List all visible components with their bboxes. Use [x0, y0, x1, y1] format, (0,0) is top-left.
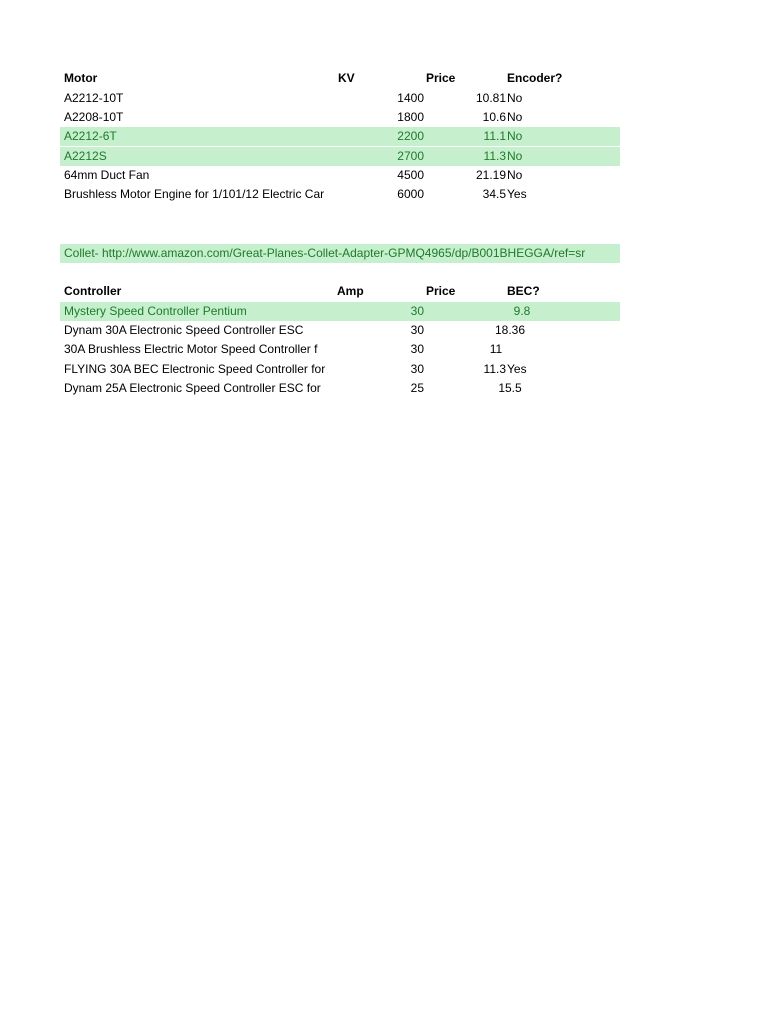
controller-header-bec[interactable]: BEC?: [507, 284, 540, 298]
controller-header-name[interactable]: Controller: [64, 284, 122, 298]
motor-encoder-cell[interactable]: No: [507, 129, 523, 143]
motor-kv-cell[interactable]: 2200: [397, 129, 424, 143]
motor-price-cell[interactable]: 34.5: [482, 187, 506, 201]
motor-name-cell[interactable]: A2212-6T: [64, 129, 117, 143]
motor-row: [60, 89, 620, 108]
motor-price-cell[interactable]: 10.6: [482, 110, 506, 124]
controller-bec-cell[interactable]: [560, 321, 600, 340]
controller-row: [60, 340, 620, 359]
controller-name-cell[interactable]: FLYING 30A BEC Electronic Speed Controller for: [64, 362, 326, 376]
motor-price-cell[interactable]: 11.1: [483, 129, 506, 143]
controller-row: [60, 379, 620, 398]
motor-kv-cell[interactable]: 2700: [397, 149, 424, 163]
controller-amp-cell[interactable]: 30: [410, 362, 424, 376]
motor-encoder-cell[interactable]: No: [507, 168, 523, 182]
motor-encoder-cell[interactable]: Yes: [507, 187, 527, 201]
motor-name-cell[interactable]: A2212-10T: [64, 91, 124, 105]
controller-amp-cell[interactable]: 30: [410, 323, 424, 337]
motor-row-highlighted: [60, 147, 620, 166]
controller-row-highlighted: [60, 302, 620, 321]
controller-price-cell[interactable]: 11.3: [483, 362, 506, 376]
motor-price-cell[interactable]: 10.81: [475, 91, 506, 105]
motor-name-cell[interactable]: 64mm Duct Fan: [64, 168, 150, 182]
controller-bec-cell[interactable]: [560, 379, 600, 398]
controller-price-cell[interactable]: 11: [489, 342, 503, 356]
motor-encoder-cell[interactable]: No: [507, 91, 523, 105]
controller-name-cell[interactable]: Dynam 25A Electronic Speed Controller ESC for: [64, 381, 321, 395]
controller-bec-cell[interactable]: [560, 340, 600, 359]
motor-row-highlighted: [60, 127, 620, 146]
motor-row: [60, 185, 620, 204]
controller-row: [60, 360, 620, 379]
motor-header-price[interactable]: Price: [426, 71, 456, 85]
motor-kv-cell[interactable]: 1400: [397, 91, 424, 105]
motor-price-cell[interactable]: 21.19: [475, 168, 506, 182]
controller-bec-cell[interactable]: [560, 302, 600, 321]
controller-name-cell[interactable]: 30A Brushless Electric Motor Speed Controller f: [64, 342, 318, 356]
controller-header-price[interactable]: Price: [426, 284, 456, 298]
motor-kv-cell[interactable]: 1800: [397, 110, 424, 124]
motor-price-cell[interactable]: 11.3: [483, 149, 506, 163]
controller-row: [60, 321, 620, 340]
controller-price-cell[interactable]: 15.5: [498, 381, 522, 395]
motor-row: [60, 108, 620, 127]
motor-name-cell[interactable]: Brushless Motor Engine for 1/101/12 Electric Car: [64, 187, 325, 201]
motor-name-cell[interactable]: A2208-10T: [64, 110, 124, 124]
controller-price-cell[interactable]: 9.8: [513, 304, 531, 318]
controller-amp-cell[interactable]: 30: [410, 304, 424, 318]
controller-price-cell[interactable]: 18.36: [494, 323, 526, 337]
motor-name-cell[interactable]: A2212S: [64, 149, 107, 163]
controller-header-row: [60, 282, 620, 301]
collet-link-cell[interactable]: Collet- http://www.amazon.com/Great-Planes-Collet-Adapter-GPMQ4965/dp/B001BHEGGA/ref=sr: [64, 246, 586, 260]
controller-header-amp[interactable]: Amp: [337, 284, 364, 298]
motor-kv-cell[interactable]: 6000: [397, 187, 424, 201]
controller-amp-cell[interactable]: 25: [410, 381, 424, 395]
motor-header-row: [60, 69, 620, 88]
motor-header-encoder[interactable]: Encoder?: [507, 71, 563, 85]
motor-row: [60, 166, 620, 185]
controller-name-cell[interactable]: Mystery Speed Controller Pentium: [64, 304, 247, 318]
motor-encoder-cell[interactable]: No: [507, 149, 523, 163]
motor-header-kv[interactable]: KV: [338, 71, 355, 85]
controller-name-cell[interactable]: Dynam 30A Electronic Speed Controller ESC: [64, 323, 304, 337]
motor-encoder-cell[interactable]: No: [507, 110, 523, 124]
controller-bec-cell[interactable]: Yes: [507, 362, 527, 376]
collet-link-row: [60, 244, 620, 263]
motor-header-name[interactable]: Motor: [64, 71, 98, 85]
motor-kv-cell[interactable]: 4500: [397, 168, 424, 182]
controller-amp-cell[interactable]: 30: [410, 342, 424, 356]
